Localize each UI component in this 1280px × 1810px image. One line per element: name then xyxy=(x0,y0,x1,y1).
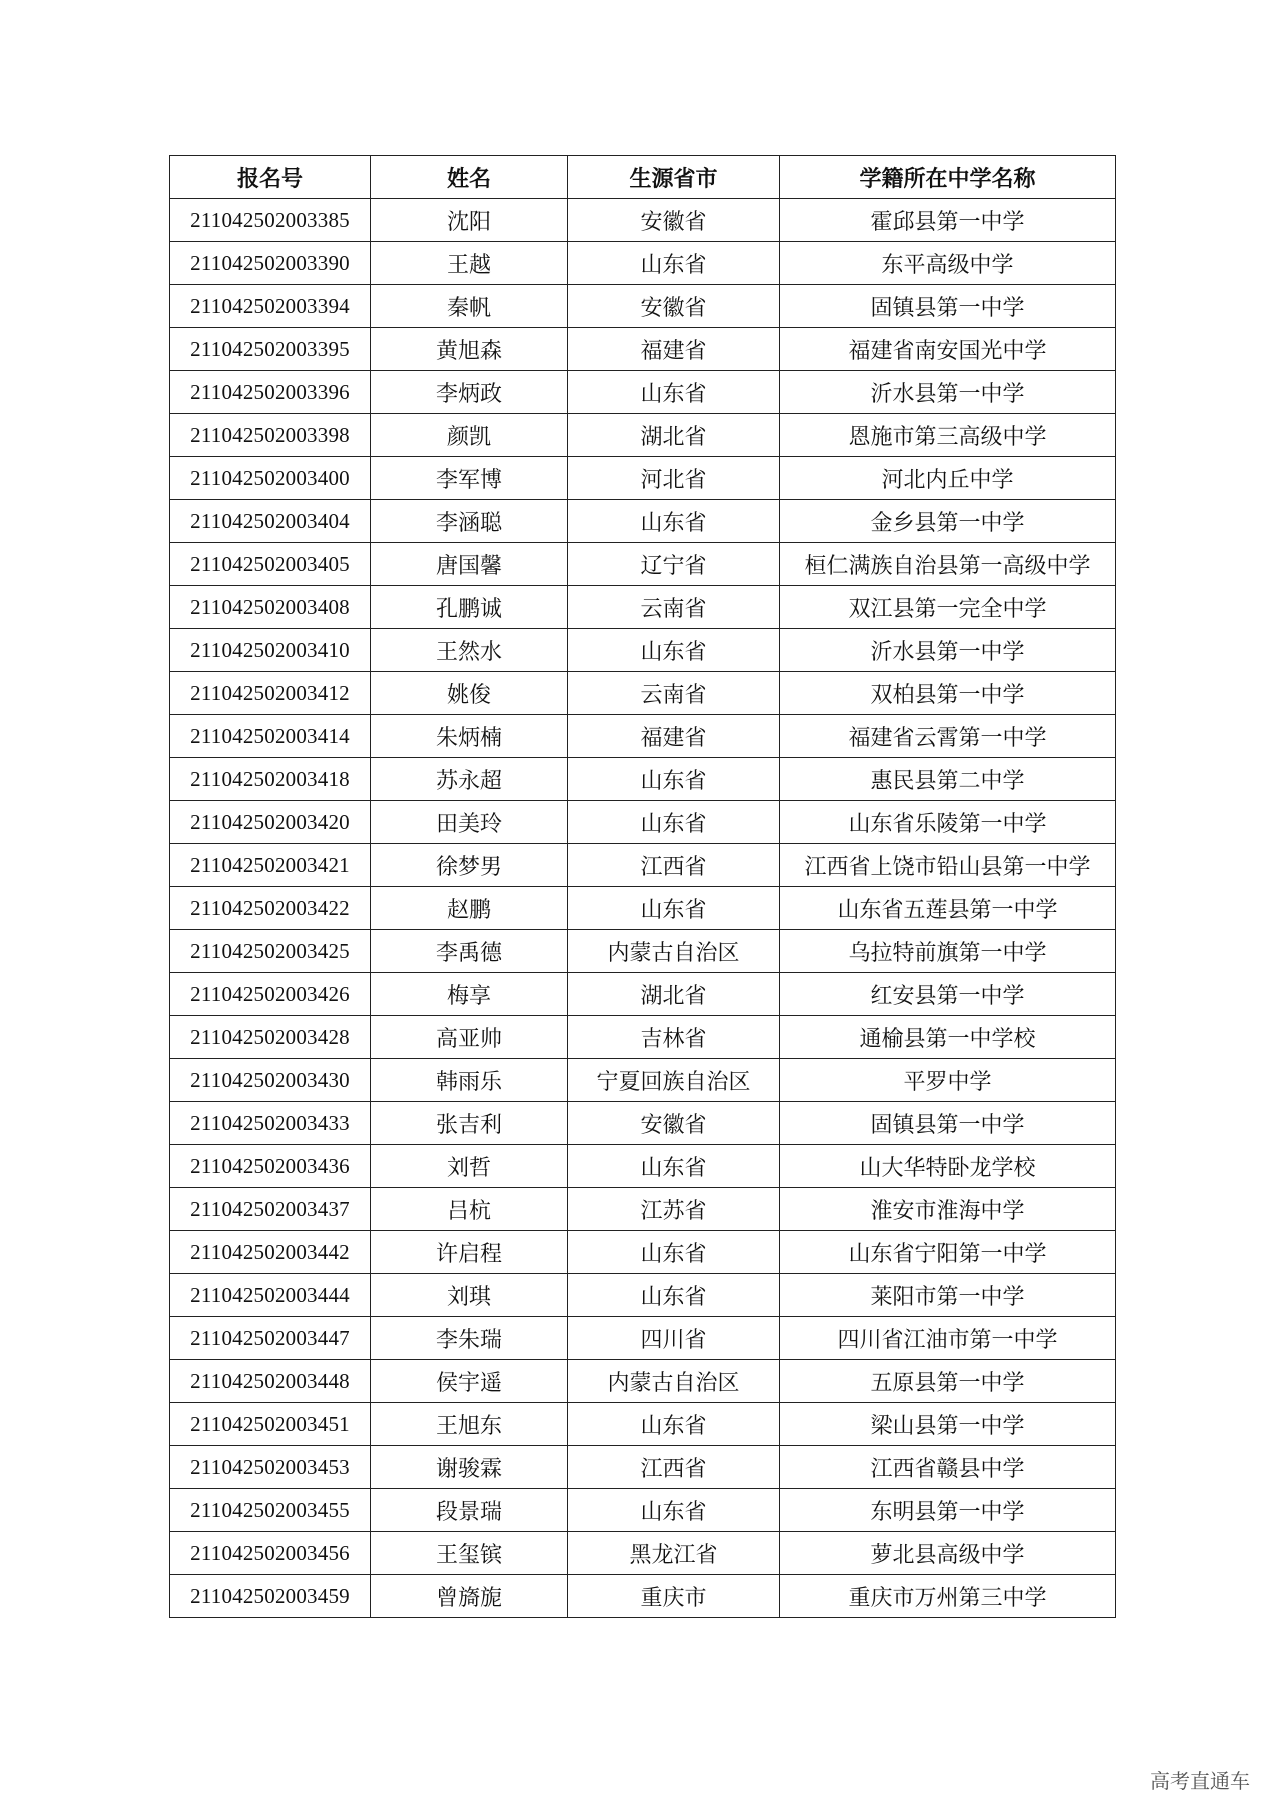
table-row xyxy=(170,1575,1116,1618)
origin-province-cell: 山东省 xyxy=(568,1403,780,1446)
registration-number-cell: 211042502003436 xyxy=(170,1145,371,1188)
registration-number-cell: 211042502003408 xyxy=(170,586,371,629)
origin-province-cell: 安徽省 xyxy=(568,285,780,328)
registration-number-cell: 211042502003444 xyxy=(170,1274,371,1317)
school-name-cell: 江西省上饶市铅山县第一中学 xyxy=(780,844,1116,887)
school-name-cell: 山东省五莲县第一中学 xyxy=(780,887,1116,930)
origin-province-cell: 内蒙古自治区 xyxy=(568,930,780,973)
origin-province-cell: 江苏省 xyxy=(568,1188,780,1231)
table-row xyxy=(170,586,1116,629)
registration-number-cell: 211042502003400 xyxy=(170,457,371,500)
table-row xyxy=(170,1403,1116,1446)
registration-number-cell: 211042502003453 xyxy=(170,1446,371,1489)
student-name-cell: 赵鹏 xyxy=(371,887,568,930)
table-row xyxy=(170,457,1116,500)
origin-province-cell: 江西省 xyxy=(568,844,780,887)
student-name-cell: 颜凯 xyxy=(371,414,568,457)
registration-number-cell: 211042502003396 xyxy=(170,371,371,414)
origin-province-cell: 重庆市 xyxy=(568,1575,780,1618)
school-name-cell: 双江县第一完全中学 xyxy=(780,586,1116,629)
origin-province-cell: 内蒙古自治区 xyxy=(568,1360,780,1403)
school-name-cell: 河北内丘中学 xyxy=(780,457,1116,500)
origin-province-cell: 湖北省 xyxy=(568,414,780,457)
admission-roster-table xyxy=(169,155,1116,1618)
student-name-cell: 田美玲 xyxy=(371,801,568,844)
student-name-cell: 段景瑞 xyxy=(371,1489,568,1532)
table-row xyxy=(170,1188,1116,1231)
school-name-cell: 固镇县第一中学 xyxy=(780,1102,1116,1145)
registration-number-cell: 211042502003455 xyxy=(170,1489,371,1532)
origin-province-cell: 山东省 xyxy=(568,758,780,801)
school-name-cell: 山东省乐陵第一中学 xyxy=(780,801,1116,844)
origin-province-cell: 山东省 xyxy=(568,801,780,844)
registration-number-cell: 211042502003398 xyxy=(170,414,371,457)
registration-number-cell: 211042502003410 xyxy=(170,629,371,672)
origin-province-cell: 山东省 xyxy=(568,242,780,285)
origin-province-cell: 福建省 xyxy=(568,715,780,758)
school-name-cell: 重庆市万州第三中学 xyxy=(780,1575,1116,1618)
registration-number-cell: 211042502003433 xyxy=(170,1102,371,1145)
table-row xyxy=(170,715,1116,758)
registration-number-cell: 211042502003451 xyxy=(170,1403,371,1446)
table-row xyxy=(170,844,1116,887)
school-name-cell: 惠民县第二中学 xyxy=(780,758,1116,801)
origin-province-cell: 山东省 xyxy=(568,1145,780,1188)
student-name-cell: 秦帆 xyxy=(371,285,568,328)
origin-province-cell: 宁夏回族自治区 xyxy=(568,1059,780,1102)
registration-number-cell: 211042502003390 xyxy=(170,242,371,285)
school-name-cell: 桓仁满族自治县第一高级中学 xyxy=(780,543,1116,586)
registration-number-cell: 211042502003442 xyxy=(170,1231,371,1274)
origin-province-cell: 安徽省 xyxy=(568,1102,780,1145)
header-origin-province: 生源省市 xyxy=(568,156,780,199)
student-name-cell: 黄旭森 xyxy=(371,328,568,371)
student-name-cell: 高亚帅 xyxy=(371,1016,568,1059)
table-row xyxy=(170,1317,1116,1360)
registration-number-cell: 211042502003437 xyxy=(170,1188,371,1231)
registration-number-cell: 211042502003395 xyxy=(170,328,371,371)
table-row xyxy=(170,543,1116,586)
registration-number-cell: 211042502003412 xyxy=(170,672,371,715)
student-name-cell: 李禹德 xyxy=(371,930,568,973)
registration-number-cell: 211042502003448 xyxy=(170,1360,371,1403)
registration-number-cell: 211042502003456 xyxy=(170,1532,371,1575)
student-name-cell: 张吉利 xyxy=(371,1102,568,1145)
student-name-cell: 谢骏霖 xyxy=(371,1446,568,1489)
school-name-cell: 沂水县第一中学 xyxy=(780,629,1116,672)
student-name-cell: 吕杭 xyxy=(371,1188,568,1231)
origin-province-cell: 山东省 xyxy=(568,371,780,414)
school-name-cell: 淮安市淮海中学 xyxy=(780,1188,1116,1231)
school-name-cell: 双柏县第一中学 xyxy=(780,672,1116,715)
table-header-row xyxy=(170,156,1116,199)
school-name-cell: 东明县第一中学 xyxy=(780,1489,1116,1532)
school-name-cell: 五原县第一中学 xyxy=(780,1360,1116,1403)
table-row xyxy=(170,1059,1116,1102)
table-row xyxy=(170,1145,1116,1188)
student-name-cell: 朱炳楠 xyxy=(371,715,568,758)
table-row xyxy=(170,1231,1116,1274)
header-name: 姓名 xyxy=(371,156,568,199)
table-row xyxy=(170,328,1116,371)
student-name-cell: 王旭东 xyxy=(371,1403,568,1446)
table-body xyxy=(170,199,1116,1618)
registration-number-cell: 211042502003459 xyxy=(170,1575,371,1618)
origin-province-cell: 山东省 xyxy=(568,1231,780,1274)
school-name-cell: 恩施市第三高级中学 xyxy=(780,414,1116,457)
school-name-cell: 萝北县高级中学 xyxy=(780,1532,1116,1575)
table-row xyxy=(170,1446,1116,1489)
table-row xyxy=(170,371,1116,414)
table-row xyxy=(170,1102,1116,1145)
student-name-cell: 刘琪 xyxy=(371,1274,568,1317)
registration-number-cell: 211042502003405 xyxy=(170,543,371,586)
school-name-cell: 山东省宁阳第一中学 xyxy=(780,1231,1116,1274)
table-row xyxy=(170,1489,1116,1532)
table-row xyxy=(170,930,1116,973)
school-name-cell: 福建省云霄第一中学 xyxy=(780,715,1116,758)
school-name-cell: 四川省江油市第一中学 xyxy=(780,1317,1116,1360)
registration-number-cell: 211042502003426 xyxy=(170,973,371,1016)
school-name-cell: 福建省南安国光中学 xyxy=(780,328,1116,371)
student-name-cell: 曾旖旎 xyxy=(371,1575,568,1618)
origin-province-cell: 山东省 xyxy=(568,887,780,930)
table-row xyxy=(170,629,1116,672)
table-row xyxy=(170,801,1116,844)
table-row xyxy=(170,285,1116,328)
registration-number-cell: 211042502003420 xyxy=(170,801,371,844)
table-row xyxy=(170,1360,1116,1403)
origin-province-cell: 山东省 xyxy=(568,1274,780,1317)
header-registration-number: 报名号 xyxy=(170,156,371,199)
school-name-cell: 梁山县第一中学 xyxy=(780,1403,1116,1446)
student-name-cell: 侯宇遥 xyxy=(371,1360,568,1403)
registration-number-cell: 211042502003418 xyxy=(170,758,371,801)
student-name-cell: 李朱瑞 xyxy=(371,1317,568,1360)
student-name-cell: 王然水 xyxy=(371,629,568,672)
school-name-cell: 乌拉特前旗第一中学 xyxy=(780,930,1116,973)
student-name-cell: 许启程 xyxy=(371,1231,568,1274)
student-name-cell: 孔鹏诚 xyxy=(371,586,568,629)
table-row xyxy=(170,500,1116,543)
school-name-cell: 山大华特卧龙学校 xyxy=(780,1145,1116,1188)
registration-number-cell: 211042502003425 xyxy=(170,930,371,973)
table-row xyxy=(170,758,1116,801)
table-row xyxy=(170,1016,1116,1059)
school-name-cell: 平罗中学 xyxy=(780,1059,1116,1102)
school-name-cell: 沂水县第一中学 xyxy=(780,371,1116,414)
registration-number-cell: 211042502003394 xyxy=(170,285,371,328)
student-name-cell: 梅享 xyxy=(371,973,568,1016)
origin-province-cell: 四川省 xyxy=(568,1317,780,1360)
school-name-cell: 通榆县第一中学校 xyxy=(780,1016,1116,1059)
student-name-cell: 王玺镔 xyxy=(371,1532,568,1575)
student-name-cell: 韩雨乐 xyxy=(371,1059,568,1102)
table-row xyxy=(170,672,1116,715)
student-name-cell: 李炳政 xyxy=(371,371,568,414)
origin-province-cell: 福建省 xyxy=(568,328,780,371)
student-name-cell: 徐梦男 xyxy=(371,844,568,887)
origin-province-cell: 辽宁省 xyxy=(568,543,780,586)
registration-number-cell: 211042502003414 xyxy=(170,715,371,758)
origin-province-cell: 云南省 xyxy=(568,586,780,629)
origin-province-cell: 湖北省 xyxy=(568,973,780,1016)
table-row xyxy=(170,199,1116,242)
origin-province-cell: 江西省 xyxy=(568,1446,780,1489)
table-row xyxy=(170,1274,1116,1317)
origin-province-cell: 吉林省 xyxy=(568,1016,780,1059)
school-name-cell: 霍邱县第一中学 xyxy=(780,199,1116,242)
origin-province-cell: 安徽省 xyxy=(568,199,780,242)
watermark-text: 高考直通车 xyxy=(1150,1769,1250,1793)
student-name-cell: 李军博 xyxy=(371,457,568,500)
student-name-cell: 王越 xyxy=(371,242,568,285)
registration-number-cell: 211042502003430 xyxy=(170,1059,371,1102)
origin-province-cell: 山东省 xyxy=(568,629,780,672)
school-name-cell: 莱阳市第一中学 xyxy=(780,1274,1116,1317)
origin-province-cell: 河北省 xyxy=(568,457,780,500)
registration-number-cell: 211042502003385 xyxy=(170,199,371,242)
registration-number-cell: 211042502003404 xyxy=(170,500,371,543)
table-row xyxy=(170,242,1116,285)
student-name-cell: 李涵聪 xyxy=(371,500,568,543)
origin-province-cell: 山东省 xyxy=(568,1489,780,1532)
origin-province-cell: 山东省 xyxy=(568,500,780,543)
school-name-cell: 金乡县第一中学 xyxy=(780,500,1116,543)
school-name-cell: 红安县第一中学 xyxy=(780,973,1116,1016)
table-row xyxy=(170,973,1116,1016)
student-name-cell: 唐国馨 xyxy=(371,543,568,586)
table-row xyxy=(170,887,1116,930)
student-name-cell: 姚俊 xyxy=(371,672,568,715)
origin-province-cell: 云南省 xyxy=(568,672,780,715)
school-name-cell: 江西省赣县中学 xyxy=(780,1446,1116,1489)
school-name-cell: 东平高级中学 xyxy=(780,242,1116,285)
header-school-name: 学籍所在中学名称 xyxy=(780,156,1116,199)
student-name-cell: 苏永超 xyxy=(371,758,568,801)
school-name-cell: 固镇县第一中学 xyxy=(780,285,1116,328)
table-row xyxy=(170,414,1116,457)
student-name-cell: 沈阳 xyxy=(371,199,568,242)
table-row xyxy=(170,1532,1116,1575)
student-name-cell: 刘哲 xyxy=(371,1145,568,1188)
registration-number-cell: 211042502003422 xyxy=(170,887,371,930)
origin-province-cell: 黑龙江省 xyxy=(568,1532,780,1575)
registration-number-cell: 211042502003428 xyxy=(170,1016,371,1059)
registration-number-cell: 211042502003421 xyxy=(170,844,371,887)
registration-number-cell: 211042502003447 xyxy=(170,1317,371,1360)
